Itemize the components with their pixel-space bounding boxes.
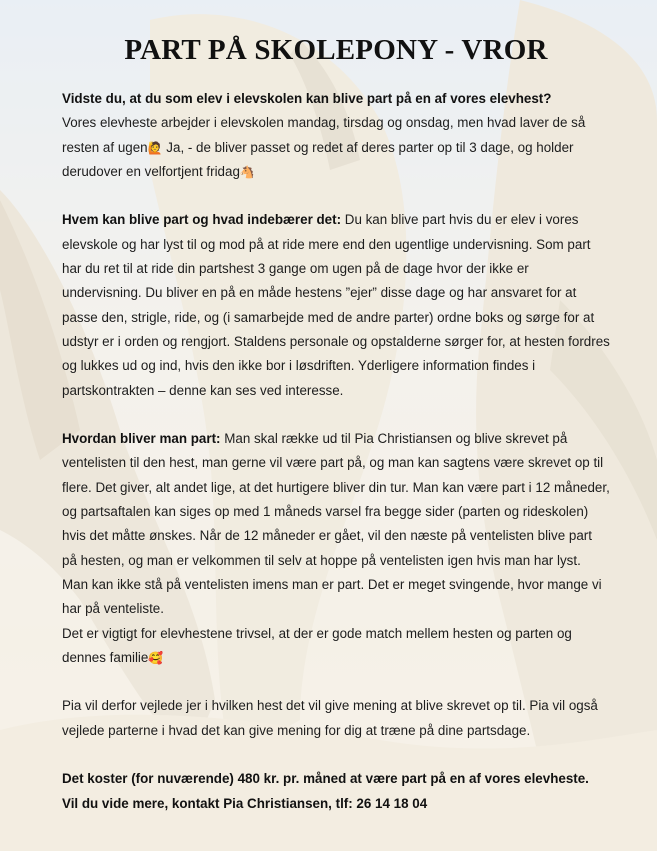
horse-icon: 🐴 [239,164,255,179]
how-text: Man skal række ud til Pia Christiansen og blive skrevet på ventelisten til den hest, man gerne vil være part på, og man kan sagtens være skrevet op til flere. Det giver, alt andet lige, at det hurtigere bliver din tur. Man kan være part i 12 måneder, og partsaftalen kan siges op med 1 måneds varsel fra begge sider (parten og rideskolen) hvis det måtte ønskes. Når de 12 måneder er gået, vil den næste på ventelisten blive part på hesten, og man er velkommen til selv at hoppe på ventelisten igen hvis man har lyst. Man kan ikke stå på ventelisten imens man er part. Det er meget svingende, hvor mange vi har på venteliste. [62,431,610,617]
contact-text: Vil du vide mere, kontakt Pia Christiansen, tlf: 26 14 18 04 [62,795,428,811]
intro-text-2: Ja, - de bliver passet og redet af deres parter op til 3 dage, og holder derudover en velfortjent fridag [62,139,574,179]
how-paragraph [62,427,610,670]
intro-text-1: Vores elevheste arbejder i elevskolen mandag, tirsdag og onsdag, men hvad laver de så resten af ugen [62,115,586,155]
how-heading: Hvordan bliver man part: [62,431,221,447]
who-paragraph [62,208,610,402]
person-raising-hand-icon: 🙋 [147,140,163,155]
smiling-face-with-hearts-icon: 🥰 [148,650,164,665]
intro-paragraph [62,87,610,184]
match-text: Det er vigtigt for elevhestene trivsel, at der er gode match mellem hesten og parten og dennes familie [62,625,572,665]
who-text: Du kan blive part hvis du er elev i vores elevskole og har lyst til og mod på at ride mere end den ugentlige undervisning. Som part har du ret til at ride din partshest 3 gange om ugen på de dage hvor der ikke er undervisning. Du bliver en på en måde hestens ”ejer” disse dage og har ansvaret for at passe den, strigle, ride, og (i samarbejde med de andre parter) ordne boks og sørge for at udstyr er i orden og rengjort. Staldens personale og opstalderne sørger for, at hesten fordres og lukkes ud og ind, hvis den ikke bor i løsdriften. Yderligere information findes i partskontrakten – denne kan ses ved interesse. [62,212,610,398]
who-heading: Hvem kan blive part og hvad indebærer det: [62,212,342,228]
price-text: Det koster (for nuværende) 480 kr. pr. måned at være part på en af vores elevheste. [62,771,589,787]
document-body [62,34,610,816]
price-contact-paragraph [62,767,610,816]
guidance-paragraph: Pia vil derfor vejlede jer i hvilken hest det vil give mening at blive skrevet op til. Pia vil også vejlede parterne i hvad det kan give mening for dig at træne på dine partsdage. [62,698,598,738]
page-title: PART PÅ SKOLEPONY - VROR [124,34,548,66]
intro-heading: Vidste du, at du som elev i elevskolen kan blive part på en af vores elevhest? [62,91,552,106]
